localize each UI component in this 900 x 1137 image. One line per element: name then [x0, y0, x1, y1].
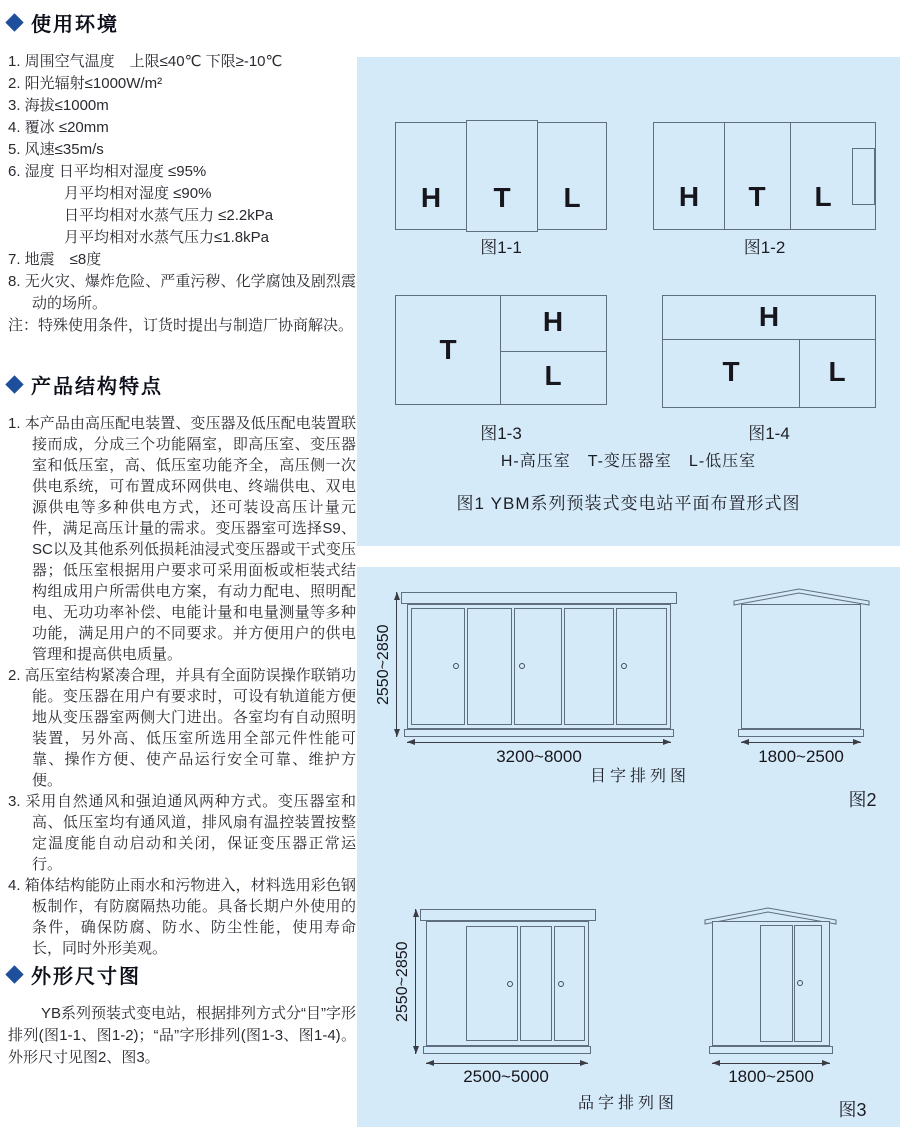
fig3-front-caption: 品字排列图: [577, 1095, 678, 1112]
width-dimension-line: [426, 1063, 588, 1064]
room-h-cell: [395, 122, 467, 230]
usage-line: 1. 周围空气温度 上限≤40℃ 下限≥-10℃: [8, 53, 283, 70]
fig1-2-caption: 图1-2: [743, 238, 786, 257]
door-handle-icon: [558, 981, 564, 987]
door-handle-icon: [797, 980, 803, 986]
fig3-front-base: [423, 1046, 591, 1054]
diagram-fig1-4: [662, 295, 876, 408]
door-handle-icon: [453, 663, 459, 669]
usage-line: 日平均相对水蒸气压力 ≤2.2kPa: [64, 207, 274, 224]
usage-line: 4. 覆冰 ≤20mm: [8, 119, 109, 136]
section-features-heading: [8, 370, 356, 399]
door-handle-icon: [621, 663, 627, 669]
fig2-front-doors: [411, 608, 667, 725]
fig3-front-roof: [420, 909, 596, 921]
usage-line: 8. 无火灾、爆炸危险、严重污秽、化学腐蚀及剧烈震动的场所。: [8, 273, 356, 312]
door-panel: [411, 608, 465, 725]
usage-note: 注：特殊使用条件，订货时提出与制造厂协商解决。: [8, 317, 354, 334]
fig3-side-width-dimension: 1800~2500: [728, 1067, 814, 1086]
section-usage-title: 使用环境: [31, 14, 119, 36]
features-list: [8, 413, 356, 959]
figure1-title: 图1 YBM系列预装式变电站平面布置形式图: [456, 494, 801, 513]
room-label-l: L: [828, 356, 846, 387]
fig2-label: 图2: [848, 790, 877, 810]
diagram-fig1-2: [653, 122, 876, 230]
fig2-height-dimension: 2550~2850: [375, 624, 392, 706]
room-label-l: L: [563, 182, 581, 213]
fig2-side-body: [741, 604, 861, 729]
feature-item: 2. 高压室结构紧凑合理，并具有全面防误操作联销功能。变压器在用户有要求时，可设有轨道能方便地从变压器室两侧大门进出。各室均有自动照明装置，另外高、低压室所选用全部元件性能可靠、操作方便、使产品运行安全可靠、维护方便。: [8, 667, 356, 789]
fig2-front-base: [404, 729, 674, 737]
diagram-fig1-1: [395, 120, 607, 232]
width-dimension-line: [407, 742, 671, 743]
feature-item: 4. 箱体结构能防止雨水和污物进入，材料选用彩色钢板制作，有防腐隔热功能。具备长期户外使用的条件，确保防腐、防水、防尘性能，使用寿命长，同时外形美观。: [8, 877, 356, 957]
fig3-side-base: [709, 1046, 833, 1054]
dimensions-paragraph: YB系列预装式变电站，根据排列方式分“目”字形排列(图1-1、图1-2)；“品”字形排列(图1-3、图1-4)。外形尺寸见图2、图3。: [8, 1005, 357, 1066]
height-dimension-line: [396, 592, 397, 737]
fig3-side-body: [712, 921, 830, 1046]
usage-line: 5. 风速≤35m/s: [8, 141, 104, 158]
section-usage: [8, 8, 356, 337]
section-features: [8, 370, 356, 959]
height-dimension-line: [415, 909, 416, 1054]
section-dimensions-title: 外形尺寸图: [31, 966, 141, 988]
figure1-panel: [357, 57, 900, 546]
room-label-h: H: [420, 182, 442, 213]
usage-line: 月平均相对水蒸气压力≤1.8kPa: [64, 229, 269, 246]
partition-line: [790, 123, 791, 229]
fig3-label: 图3: [838, 1100, 867, 1120]
usage-line: 2. 阳光辐射≤1000W/m²: [8, 75, 163, 92]
fig2-side-base: [738, 729, 864, 737]
width-dimension-line: [741, 742, 861, 743]
section-dimensions: [8, 960, 356, 1069]
door-handle-icon: [507, 981, 513, 987]
door-panel: [466, 926, 518, 1041]
door-handle-icon: [519, 663, 525, 669]
room-label-l: L: [814, 181, 832, 212]
room-label-t: T: [493, 182, 511, 213]
usage-line: 7. 地震 ≤8度: [8, 251, 102, 268]
figure23-panel: [357, 567, 900, 1127]
usage-line: 月平均相对湿度 ≤90%: [64, 185, 212, 202]
door-panel: [794, 925, 822, 1042]
fig1-1-caption: 图1-1: [480, 238, 522, 257]
partition-line: [500, 351, 606, 352]
room-label-t: T: [748, 181, 766, 212]
fig2-front-body: [407, 604, 671, 729]
fig2-front-caption: 目字排列图: [589, 768, 690, 785]
fig2-side-width-dimension: 1800~2500: [758, 747, 844, 766]
door-panel: [564, 608, 614, 725]
diamond-bullet-icon: [5, 13, 23, 31]
door-panel: [520, 926, 552, 1041]
fig2-width-dimension: 3200~8000: [496, 747, 582, 766]
room-label-l: L: [544, 360, 562, 391]
door-panel: [554, 926, 585, 1041]
room-t-cell: [466, 120, 538, 232]
door-panel: [467, 608, 512, 725]
partition-line: [724, 123, 725, 229]
feature-item: 1. 本产品由高压配电装置、变压器及低压配电装置联接而成，分成三个功能隔室，即高压室、变压器室和低压室，高、低压室功能齐全，高压侧一次供电系统，可布置成环网供电、终端供电、双电源供电等多种供电方式，还可装设高压计量元件，满足高压计量的需求。变压器室可选择S9、SC以及其他系列低损耗油浸式变压器或干式变压器；低压室根据用户要求可采用面板或柜装式结构组成用户所需供电方案，有动力配电、照明配电、无功功率补偿、电能计量和电量测量等多种功能，满足用户的不同要求。并方便用户的供电管理和提高供电质量。: [8, 415, 356, 663]
room-label-t: T: [439, 334, 457, 365]
fig2-front-roof: [401, 592, 677, 604]
door-panel: [514, 608, 561, 725]
fig3-front-body: [426, 921, 589, 1046]
section-dimensions-heading: [8, 960, 356, 989]
fig1-3-caption: 图1-3: [480, 424, 522, 443]
usage-line: 6. 湿度 日平均相对湿度 ≤95%: [8, 163, 207, 180]
room-l-cell: [537, 122, 607, 230]
fig3-width-dimension: 2500~5000: [463, 1067, 549, 1086]
section-features-title: 产品结构特点: [31, 376, 163, 398]
fig1-4-caption: 图1-4: [748, 424, 790, 443]
door-panel: [760, 925, 793, 1042]
usage-list: [8, 51, 356, 337]
room-label-h: H: [678, 181, 700, 212]
feature-item: 3. 采用自然通风和强迫通风两种方式。变压器室和高、低压室均有通风道，排风扇有温控装置按整定温度能自动启动和关闭，保证变压器正常运行。: [8, 793, 356, 873]
diamond-bullet-icon: [5, 965, 23, 983]
room-label-h: H: [758, 301, 780, 332]
diamond-bullet-icon: [5, 375, 23, 393]
figure1-legend: H-高压室 T-变压器室 L-低压室: [500, 453, 757, 470]
width-dimension-line: [712, 1063, 830, 1064]
usage-line: 3. 海拔≤1000m: [8, 97, 109, 114]
room-label-t: T: [722, 356, 740, 387]
room-label-h: H: [542, 306, 564, 337]
door-panel: [616, 608, 667, 725]
partition-line: [663, 339, 875, 340]
fig3-height-dimension: 2550~2850: [394, 941, 411, 1023]
diagram-fig1-3: [395, 295, 607, 405]
section-usage-heading: [8, 8, 356, 37]
